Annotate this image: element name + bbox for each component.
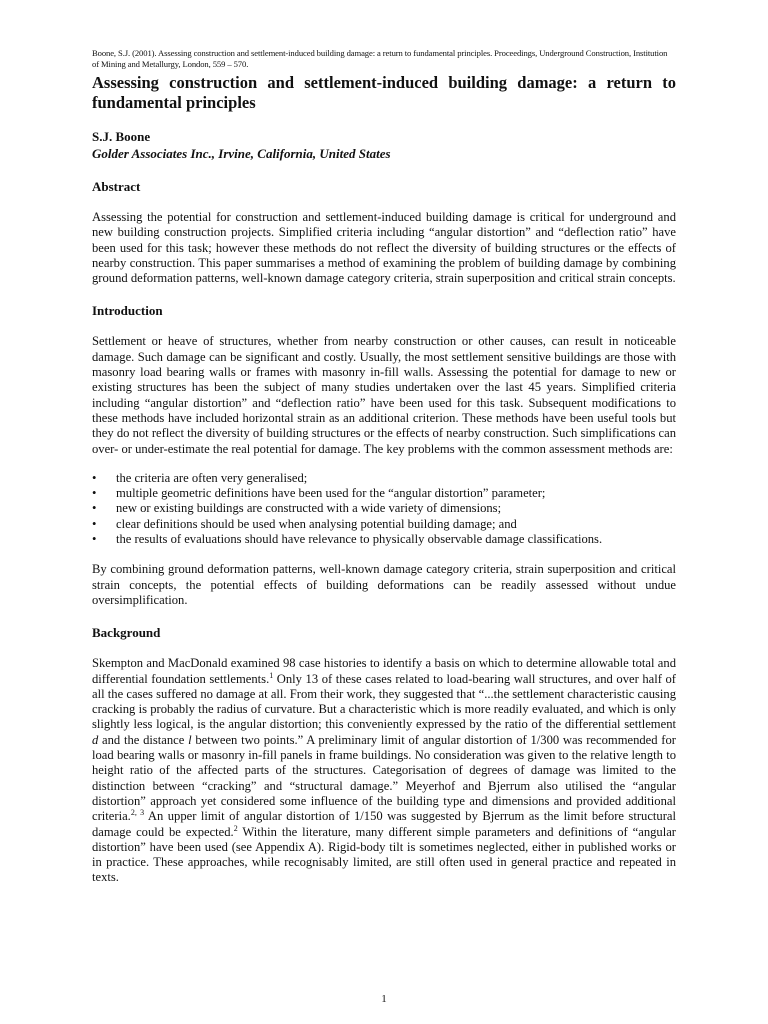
list-item [92,471,676,486]
introduction-heading: Introduction [92,303,163,319]
list-item [92,517,676,532]
background-text: between two points.” A preliminary limit of angular distortion of 1/300 was recommended for load bearing walls or masonry in-fill panels in frame buildings. No consideration was given to the relative length to height ratio of the affected parts of the structures. Categorisation of degrees of damage was limited to the distinction between “cracking” and “structural damage.” Meyerhof and Bjerrum also utilised the “angular distortion” approach yet considered some influence of the building type and dimensions and provided additional criteria. [92,732,676,824]
background-text: and the distance [98,732,189,747]
author: S.J. Boone [92,129,151,144]
variable-d: d [92,732,99,747]
introduction-paragraph-1: Settlement or heave of structures, whether from nearby construction or other causes, can result in noticeable damage. Such damage can be significant and costly. Usually, the most settlement sensitive buildings are those with masonry load bearing walls or frames with masonry in-fill walls. Assessing the potential for damage to new or existing structures has been the subject of many studies undertaken over the last 45 years. Simplified criteria including “angular distortion” and “deflection ratio” have been used for this task. Subsequent modifications to these methods have included horizontal strain as an additional criterion. These methods have been useful tools but they do not reflect the diversity of building structures or the effects of nearby construction. Such simplifications can over- or under-estimate the real potential for damage. The key problems with the common assessment methods are: [92,334,676,456]
introduction-paragraph-2: By combining ground deformation patterns, well-known damage category criteria, strain superposition and critical strain concepts, the potential effects of building deformations can be readily assessed without undue oversimplification. [92,562,676,607]
reference-superscript: 2, 3 [130,808,145,818]
list-item-text: multiple geometric definitions have been used for the “angular distortion” parameter; [116,486,546,501]
problem-list [92,471,676,547]
page-number: 1 [381,993,387,1005]
abstract-text: Assessing the potential for construction and settlement-induced building damage is critical for underground and new building construction projects. Simplified criteria including “angular distortion” and “deflection ratio” have been used for this task; however these methods do not reflect the diversity of building structures or the effects of nearby construction. This paper summarises a method of examining the problem of building damage by combining ground deformation patterns, well-known damage category criteria, strain superposition and critical strain concepts. [92,210,676,286]
background-paragraph [92,656,676,885]
bullet-icon: • [92,470,97,485]
background-text: Within the literature, many different simple parameters and definitions of “angular distortion” have been used (see Appendix A). Rigid-body tilt is sometimes neglected, either in published works or in practice. These approaches, while recognisably limited, are still often used in general practice and repeated in texts. [92,824,676,885]
abstract-heading: Abstract [92,179,141,194]
list-item-text: the criteria are often very generalised; [116,470,308,485]
list-item [92,532,676,547]
bullet-icon: • [92,486,97,501]
list-item-text: the results of evaluations should have relevance to physically observable damage classifications. [116,532,603,547]
list-item-text: new or existing buildings are constructed with a wide variety of dimensions; [116,501,502,516]
reference-superscript: 1 [269,670,274,680]
variable-l: l [188,732,192,747]
citation: Boone, S.J. (2001). Assessing construction and settlement-induced building damage: a return to fundamental principles. Proceedings, Underground Construction, Institution of Mining and Metallurgy, London, 559 – 570. [92,48,668,69]
background-heading: Background [92,625,161,641]
background-text: An upper limit of angular distortion of 1/150 was suggested by Bjerrum as the limit before structural damage could be expected. [92,809,676,839]
bullet-icon: • [92,501,97,516]
reference-superscript: 2 [233,823,238,833]
affiliation: Golder Associates Inc., Irvine, California, United States [92,146,391,161]
list-item-text: clear definitions should be used when analysing potential building damage; and [116,516,517,531]
background-text: Skempton and MacDonald examined 98 case histories to identify a basis on which to determine allowable total and differential foundation settlements. [92,656,676,686]
bullet-icon: • [92,516,97,531]
bullet-icon: • [92,532,97,547]
list-item [92,501,676,516]
paper-title: Assessing construction and settlement-induced building damage: a return to fundamental principles [92,73,676,112]
list-item [92,486,676,501]
background-text: Only 13 of these cases related to load-bearing wall structures, and over half of all the cases suffered no damage at all. From their work, they suggested that “...the settlement characteristic causing cracking is probably the radius of curvature. But a characteristic which is more readily evaluated, and which is only slightly less logical, is the angular distortion; this conveniently expressed by the ratio of the differential settlement [92,671,676,732]
page-content [92,48,676,886]
